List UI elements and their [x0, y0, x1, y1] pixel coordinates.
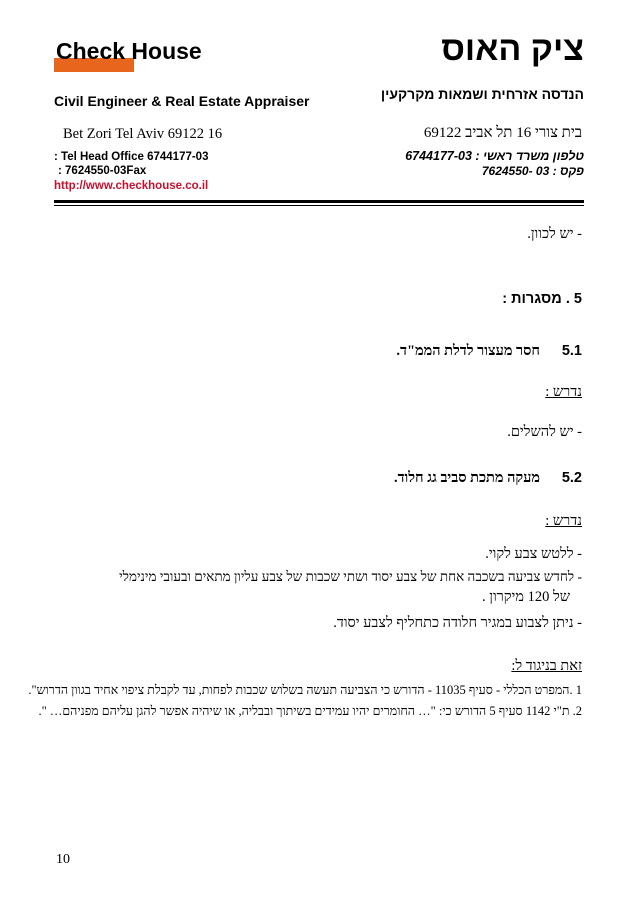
- subtitle-en: Civil Engineer & Real Estate Appraiser: [54, 93, 310, 109]
- item-5-2-requirement-cont: של 120 מיקרון .: [482, 589, 570, 605]
- phone-he: טלפון משרד ראשי : 6744177-03: [405, 149, 584, 163]
- required-label: נדרש :: [545, 384, 582, 400]
- reference-2: 2. ת"י 1142 סעיף 5 הדורש כי: "… החומרים יהיו עמידים בשיתוך ובבליה, או שיהיה אפשר להגן עליהם מפניהם… ".: [38, 704, 582, 718]
- item-5-2-number: 5.2: [561, 470, 582, 486]
- item-5-2-requirement: - לחדש צביעה בשכבה אחת של צבע יסוד ושתי שכבות של צבע עליון מתאים ובעובי מינימלי: [119, 569, 582, 584]
- page-number: 10: [56, 852, 70, 867]
- item-5-1-number: 5.1: [561, 343, 582, 359]
- subtitle-he: הנדסה אזרחית ושמאות מקרקעין: [380, 86, 584, 102]
- intro-line: - יש לכוון.: [527, 226, 582, 242]
- brand-name-en: Check House: [56, 38, 202, 64]
- address-he: בית צורי 16 תל אביב 69122: [423, 125, 582, 141]
- item-5-1-requirement: - יש להשלים.: [507, 424, 582, 440]
- item-5-2-requirement: - ניתן לצבוע במגיר חלודה כתחליף לצבע יסוד.: [333, 615, 582, 631]
- fax-en: : 7624550-03Fax: [58, 165, 147, 177]
- item-5-2-requirement: - ללטש צבע לקוי.: [485, 546, 582, 562]
- fax-he: פקס : 03 -7624550: [481, 164, 584, 178]
- section-5-title: 5 . מסגרות :: [502, 291, 582, 307]
- website-link[interactable]: http://www.checkhouse.co.il: [54, 180, 209, 192]
- item-5-1-title: חסר מעצור לדלת הממ"ד.: [396, 343, 540, 359]
- required-label: נדרש :: [545, 513, 582, 529]
- address-en: Bet Zori Tel Aviv 69122 16: [63, 126, 223, 142]
- header-divider-thick: [54, 200, 584, 203]
- header-divider-thin: [54, 205, 584, 206]
- reference-1: 1 .המפרט הכללי - סעיף 11035 - הדורש כי הצביעה תעשה בשלוש שכבות לפחות, עד לקבלת ציפוי אחיד בגוון הדרוש".: [28, 683, 582, 697]
- phone-en: : Tel Head Office 6744177-03: [54, 151, 209, 163]
- contrary-to-title: זאת בניגוד ל:: [511, 658, 582, 674]
- brand-name-he: ציק האוס: [441, 30, 584, 68]
- item-5-2-title: מעקה מתכת סביב גג חלוד.: [393, 470, 540, 486]
